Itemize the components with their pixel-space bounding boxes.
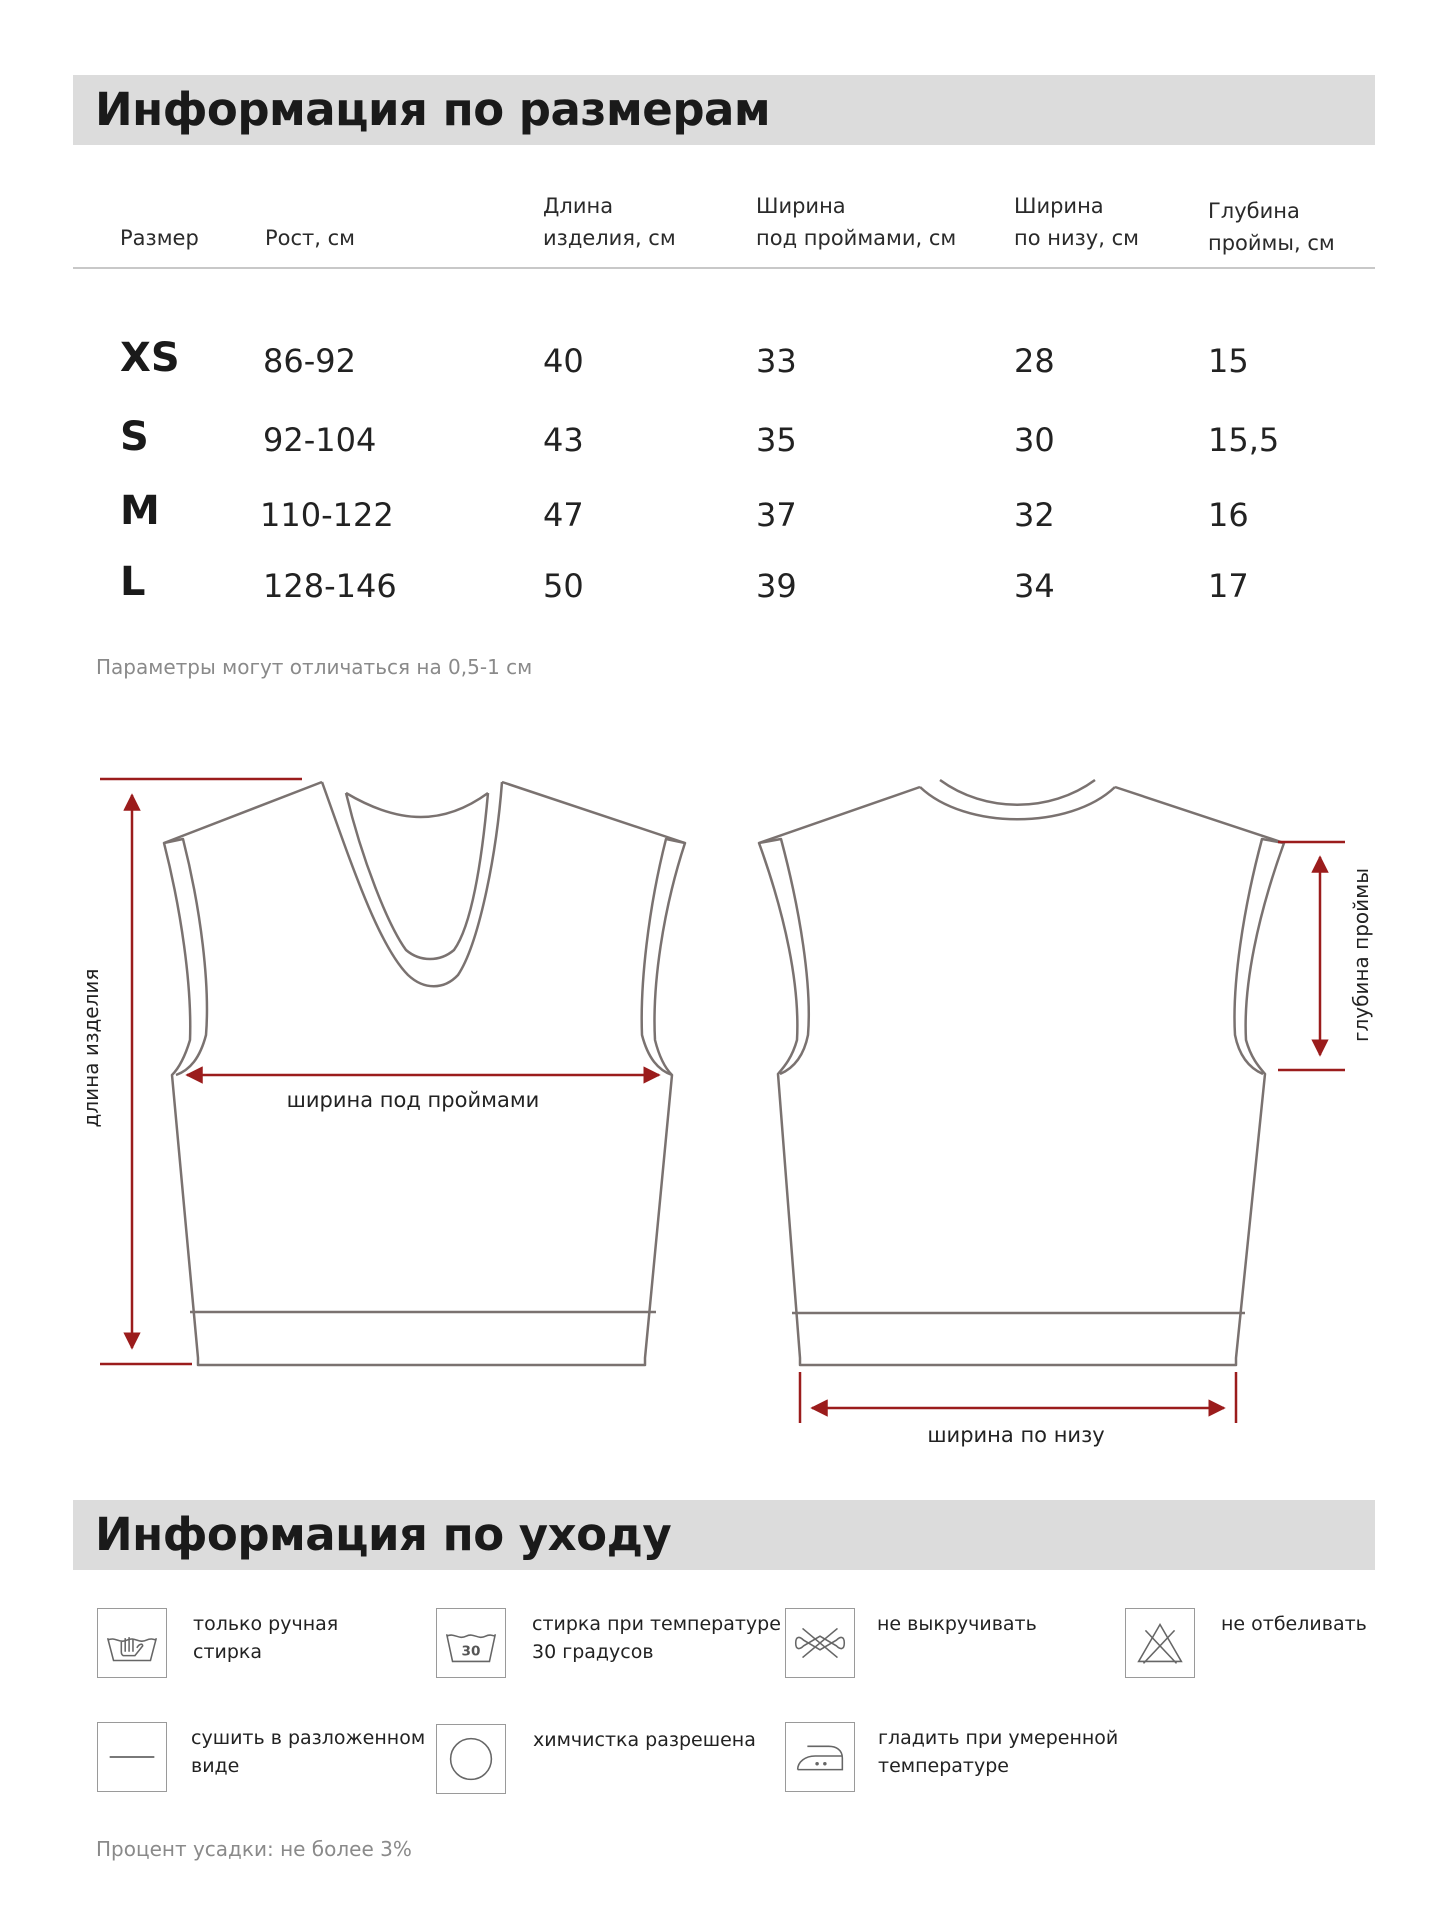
armhole-depth-value: 16 <box>1208 496 1249 534</box>
armhole-depth-value: 17 <box>1208 567 1249 605</box>
care-text-iron: гладить при умеренной температуре <box>878 1727 1119 1777</box>
size-section-title: Информация по размерам <box>95 83 771 136</box>
care-text-wash-30: стирка при температуре 30 градусов <box>532 1613 781 1663</box>
chest-width-value: 33 <box>756 342 797 380</box>
bottom-width-measurement <box>800 1372 1236 1423</box>
size-label: S <box>120 414 149 460</box>
length-label: длина изделия <box>79 968 103 1128</box>
column-header-chest-width: Ширина под проймами, см <box>756 194 957 250</box>
care-text-no-bleach: не отбеливать <box>1221 1613 1367 1635</box>
length-value: 40 <box>543 342 584 380</box>
height-value: 128-146 <box>263 567 397 605</box>
vest-front-outline <box>164 782 685 1365</box>
size-note: Параметры могут отличаться на 0,5-1 см <box>96 655 533 679</box>
size-label: XS <box>120 335 180 381</box>
care-text-no-wring: не выкручивать <box>877 1613 1037 1635</box>
column-header-length: Длина изделия, см <box>543 194 676 250</box>
armhole-depth-value: 15 <box>1208 342 1249 380</box>
care-text-hand-wash: только ручная стирка <box>193 1613 339 1663</box>
dry-clean-icon <box>436 1724 506 1794</box>
iron-medium-icon <box>785 1722 855 1792</box>
care-section-header <box>73 1500 1375 1570</box>
bottom-width-value: 30 <box>1014 421 1055 459</box>
length-value: 47 <box>543 496 584 534</box>
chest-width-label: ширина под проймами <box>286 1088 540 1112</box>
chest-width-value: 39 <box>756 567 797 605</box>
no-wring-icon <box>785 1608 855 1678</box>
hand-wash-icon <box>97 1608 167 1678</box>
wash-temperature: 30 <box>461 1643 481 1660</box>
size-label: M <box>120 488 160 534</box>
shrink-note: Процент усадки: не более 3% <box>96 1837 412 1861</box>
dry-flat-icon <box>97 1722 167 1792</box>
bottom-width-value: 32 <box>1014 496 1055 534</box>
care-text-dry-flat: сушить в разложенном виде <box>191 1727 426 1777</box>
chest-width-value: 35 <box>756 421 797 459</box>
armhole-depth-label: глубина проймы <box>1349 867 1373 1043</box>
chest-width-value: 37 <box>756 496 797 534</box>
bottom-width-value: 34 <box>1014 567 1055 605</box>
column-header-size: Размер <box>120 226 199 250</box>
length-value: 43 <box>543 421 584 459</box>
height-value: 86-92 <box>263 342 356 380</box>
armhole-depth-value: 15,5 <box>1208 421 1280 459</box>
bottom-width-label: ширина по низу <box>927 1423 1105 1447</box>
armhole-depth-measurement <box>1278 842 1345 1070</box>
care-section-title: Информация по уходу <box>95 1508 672 1561</box>
size-label: L <box>120 559 146 605</box>
height-value: 92-104 <box>263 421 377 459</box>
bottom-width-value: 28 <box>1014 342 1055 380</box>
vest-back-outline <box>759 780 1284 1365</box>
column-header-height: Рост, см <box>265 226 356 250</box>
length-measurement <box>100 779 302 1364</box>
no-bleach-icon <box>1125 1608 1195 1678</box>
column-header-bottom-width: Ширина по низу, см <box>1014 194 1139 250</box>
care-text-dry-clean: химчистка разрешена <box>533 1729 756 1751</box>
column-header-armhole-depth: Глубина проймы, см <box>1208 199 1335 255</box>
height-value: 110-122 <box>260 496 394 534</box>
wash-30-icon <box>436 1608 506 1678</box>
length-value: 50 <box>543 567 584 605</box>
